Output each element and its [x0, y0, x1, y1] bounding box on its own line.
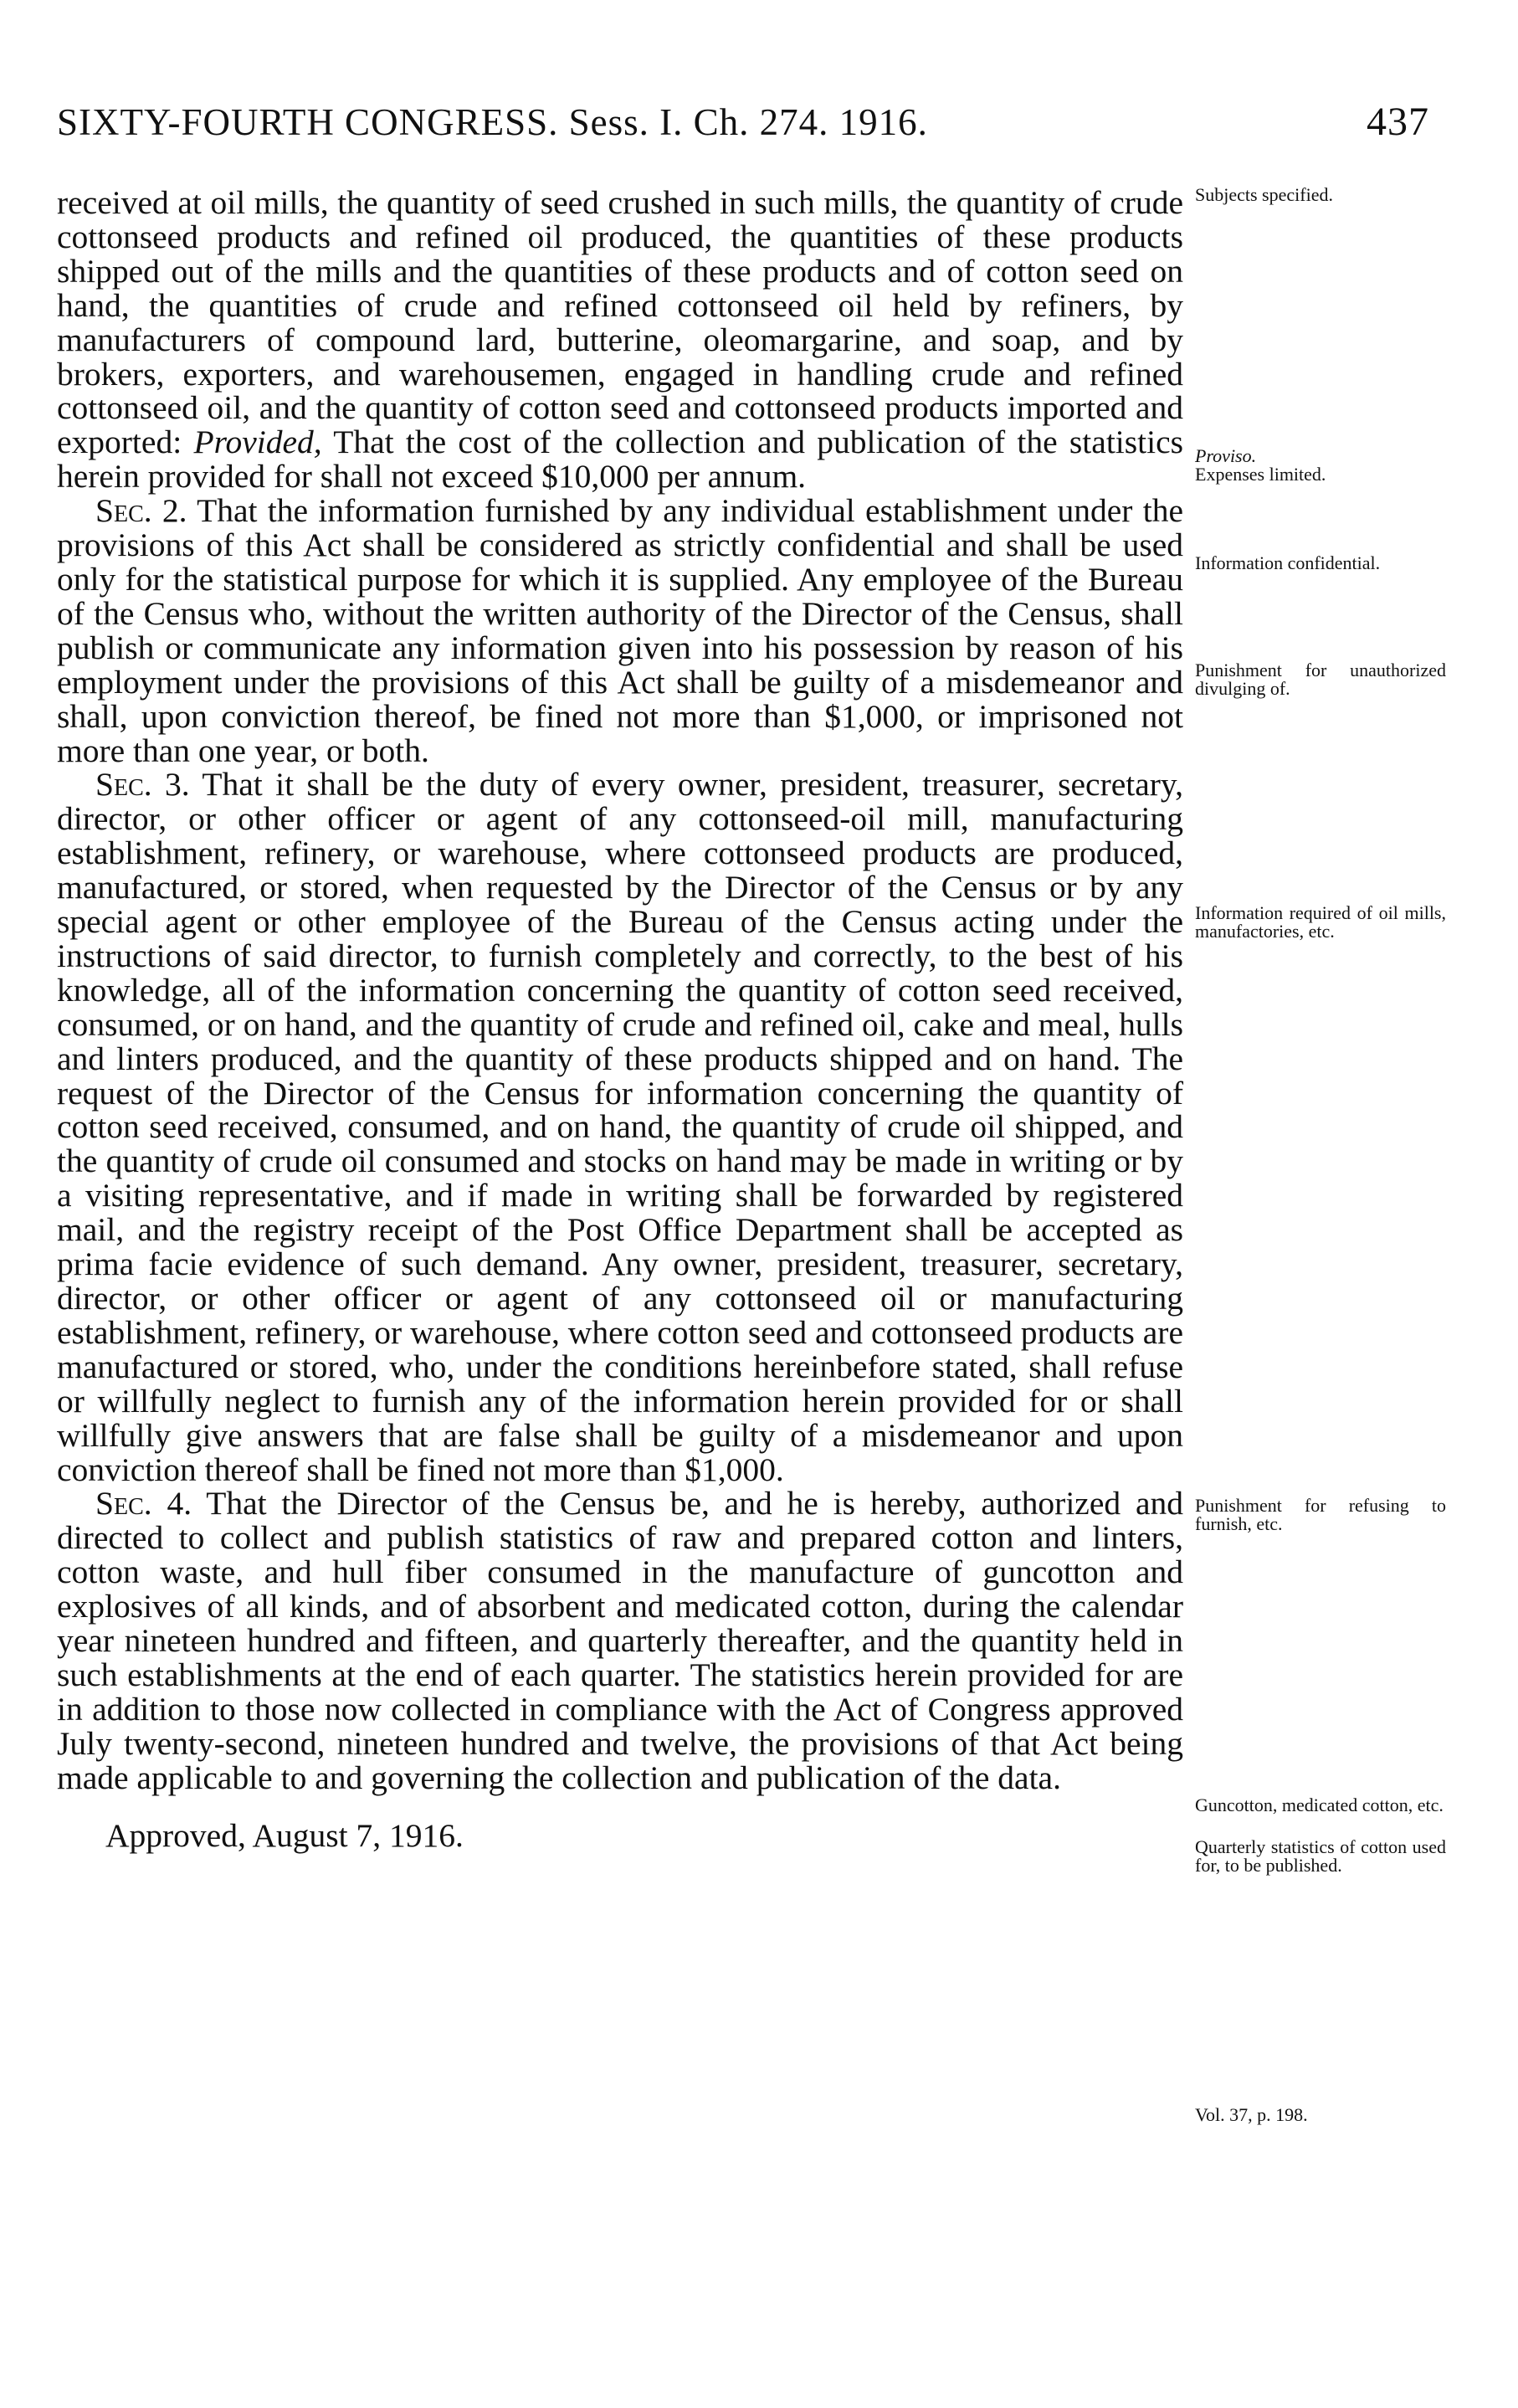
- section-2: [57, 494, 1183, 768]
- running-head: SIXTY-FOURTH CONGRESS. Sess. I. Ch. 274. 1916.: [57, 101, 928, 143]
- proviso-label: Proviso.: [1195, 445, 1257, 466]
- margin-note-quarterly: Quarterly statistics of cotton used for, to be published.: [1195, 1836, 1446, 1876]
- proviso-word: Provided,: [193, 424, 322, 461]
- margin-note-volume-ref: Vol. 37, p. 198.: [1195, 2104, 1308, 2125]
- section-3: [57, 768, 1183, 1486]
- section-4: [57, 1486, 1183, 1794]
- section-2-text: That the information furnished by any individual establishment under the provisions of this Act shall be considered as strictly confidential and shall be used only for the statistical purpose for which it is supplied. Any employee of the Bureau of the Census who, without the written authority of the Director of the Census, shall publish or communicate any information given into his possession by reason of his employment under the provisions of this Act shall be guilty of a misdemeanor and shall, upon conviction thereof, be fined not more than $1,000, or imprisoned not more than one year, or both.: [57, 492, 1183, 769]
- margin-note-proviso: [1195, 447, 1446, 484]
- section-4-text: That the Director of the Census be, and he is hereby, authorized and directed to collect and publish statistics of raw and prepared cotton and linters, cotton waste, and hull fiber consumed in the manufacture of guncotton and explosives of all kinds, and of absorbent and medicated cotton, during the calendar year nineteen hundred and fifteen, and quarterly thereafter, and the quantity held in such establishments at the end of each quarter. The statistics herein provided for are in addition to those now collected in compliance with the Act of Congress approved July twenty-second, nineteen hundred and twelve, the provisions of that Act being made applicable to and governing the collection and publication of the data.: [57, 1485, 1183, 1796]
- margin-notes: [1195, 0, 1446, 2408]
- paragraph-continuation: [57, 186, 1183, 494]
- approval-line: Approved, August 7, 1916.: [105, 1816, 464, 1854]
- continuation-end-text: That the cost of the collection and publication of the statistics herein provided for shall not exceed $10,000 per annum.: [57, 424, 1183, 495]
- margin-note-info-required: Information required of oil mills, manufactories, etc.: [1195, 902, 1446, 942]
- margin-note-guncotton: Guncotton, medicated cotton, etc.: [1195, 1794, 1444, 1815]
- margin-note-refusing: Punishment for refusing to furnish, etc.: [1195, 1495, 1446, 1534]
- main-text: [57, 186, 1183, 1853]
- margin-note-confidential: Information confidential.: [1195, 552, 1381, 573]
- expenses-note: Expenses limited.: [1195, 464, 1326, 485]
- section-4-label: Sec. 4.: [95, 1485, 192, 1522]
- section-2-label: Sec. 2.: [95, 492, 187, 530]
- continuation-text: received at oil mills, the quantity of seed crushed in such mills, the quantity of crude cottonseed products and refined oil produced, the quantities of these products shipped out of the mills and the quantities of these products and of cotton seed on hand, the quantities of crude and refined cottonseed oil held by refiners, by manufacturers of compound lard, butterine, oleomargarine, and soap, and by brokers, exporters, and warehousemen, engaged in handling crude and refined cottonseed oil, and the quantity of cotton seed and cottonseed products imported and exported:: [57, 184, 1183, 461]
- page-number: 437: [1367, 100, 1429, 144]
- margin-note-subjects: Subjects specified.: [1195, 184, 1333, 205]
- section-3-label: Sec. 3.: [95, 766, 190, 804]
- section-3-text: That it shall be the duty of every owner, president, treasurer, secretary, director, or other officer or agent of any cottonseed-oil mill, manufacturing establishment, refinery, or warehouse, where cottonseed products are produced, manufactured, or stored, when requested by the Director of the Census or by any special agent or other employee of the Bureau of the Census acting under the instructions of said director, to furnish completely and correctly, to the best of his knowledge, all of the information concerning the quantity of cotton seed received, consumed, or on hand, and the quantity of crude and refined oil, cake and meal, hulls and linters produced, and the quantity of these products shipped and on hand. The request of the Director of the Census for information concerning the quantity of cotton seed received, consumed, and on hand, the quantity of crude oil shipped, and the quantity of crude oil consumed and stocks on hand may be made in writing or by a visiting representative, and if made in writing shall be forwarded by registered mail, and the registry receipt of the Post Office Department shall be accepted as prima facie evidence of such demand. Any owner, president, treasurer, secretary, director, or other officer or agent of any cottonseed oil or manufacturing establishment, refinery, or warehouse, where cotton seed and cottonseed products are manufactured or stored, who, under the conditions hereinbefore stated, shall refuse or willfully neglect to furnish any of the information herein provided for or shall willfully give answers that are false shall be guilty of a misdemeanor and upon conviction thereof shall be fined not more than $1,000.: [57, 766, 1183, 1488]
- margin-note-divulging: Punishment for unauthorized divulging of.: [1195, 660, 1446, 699]
